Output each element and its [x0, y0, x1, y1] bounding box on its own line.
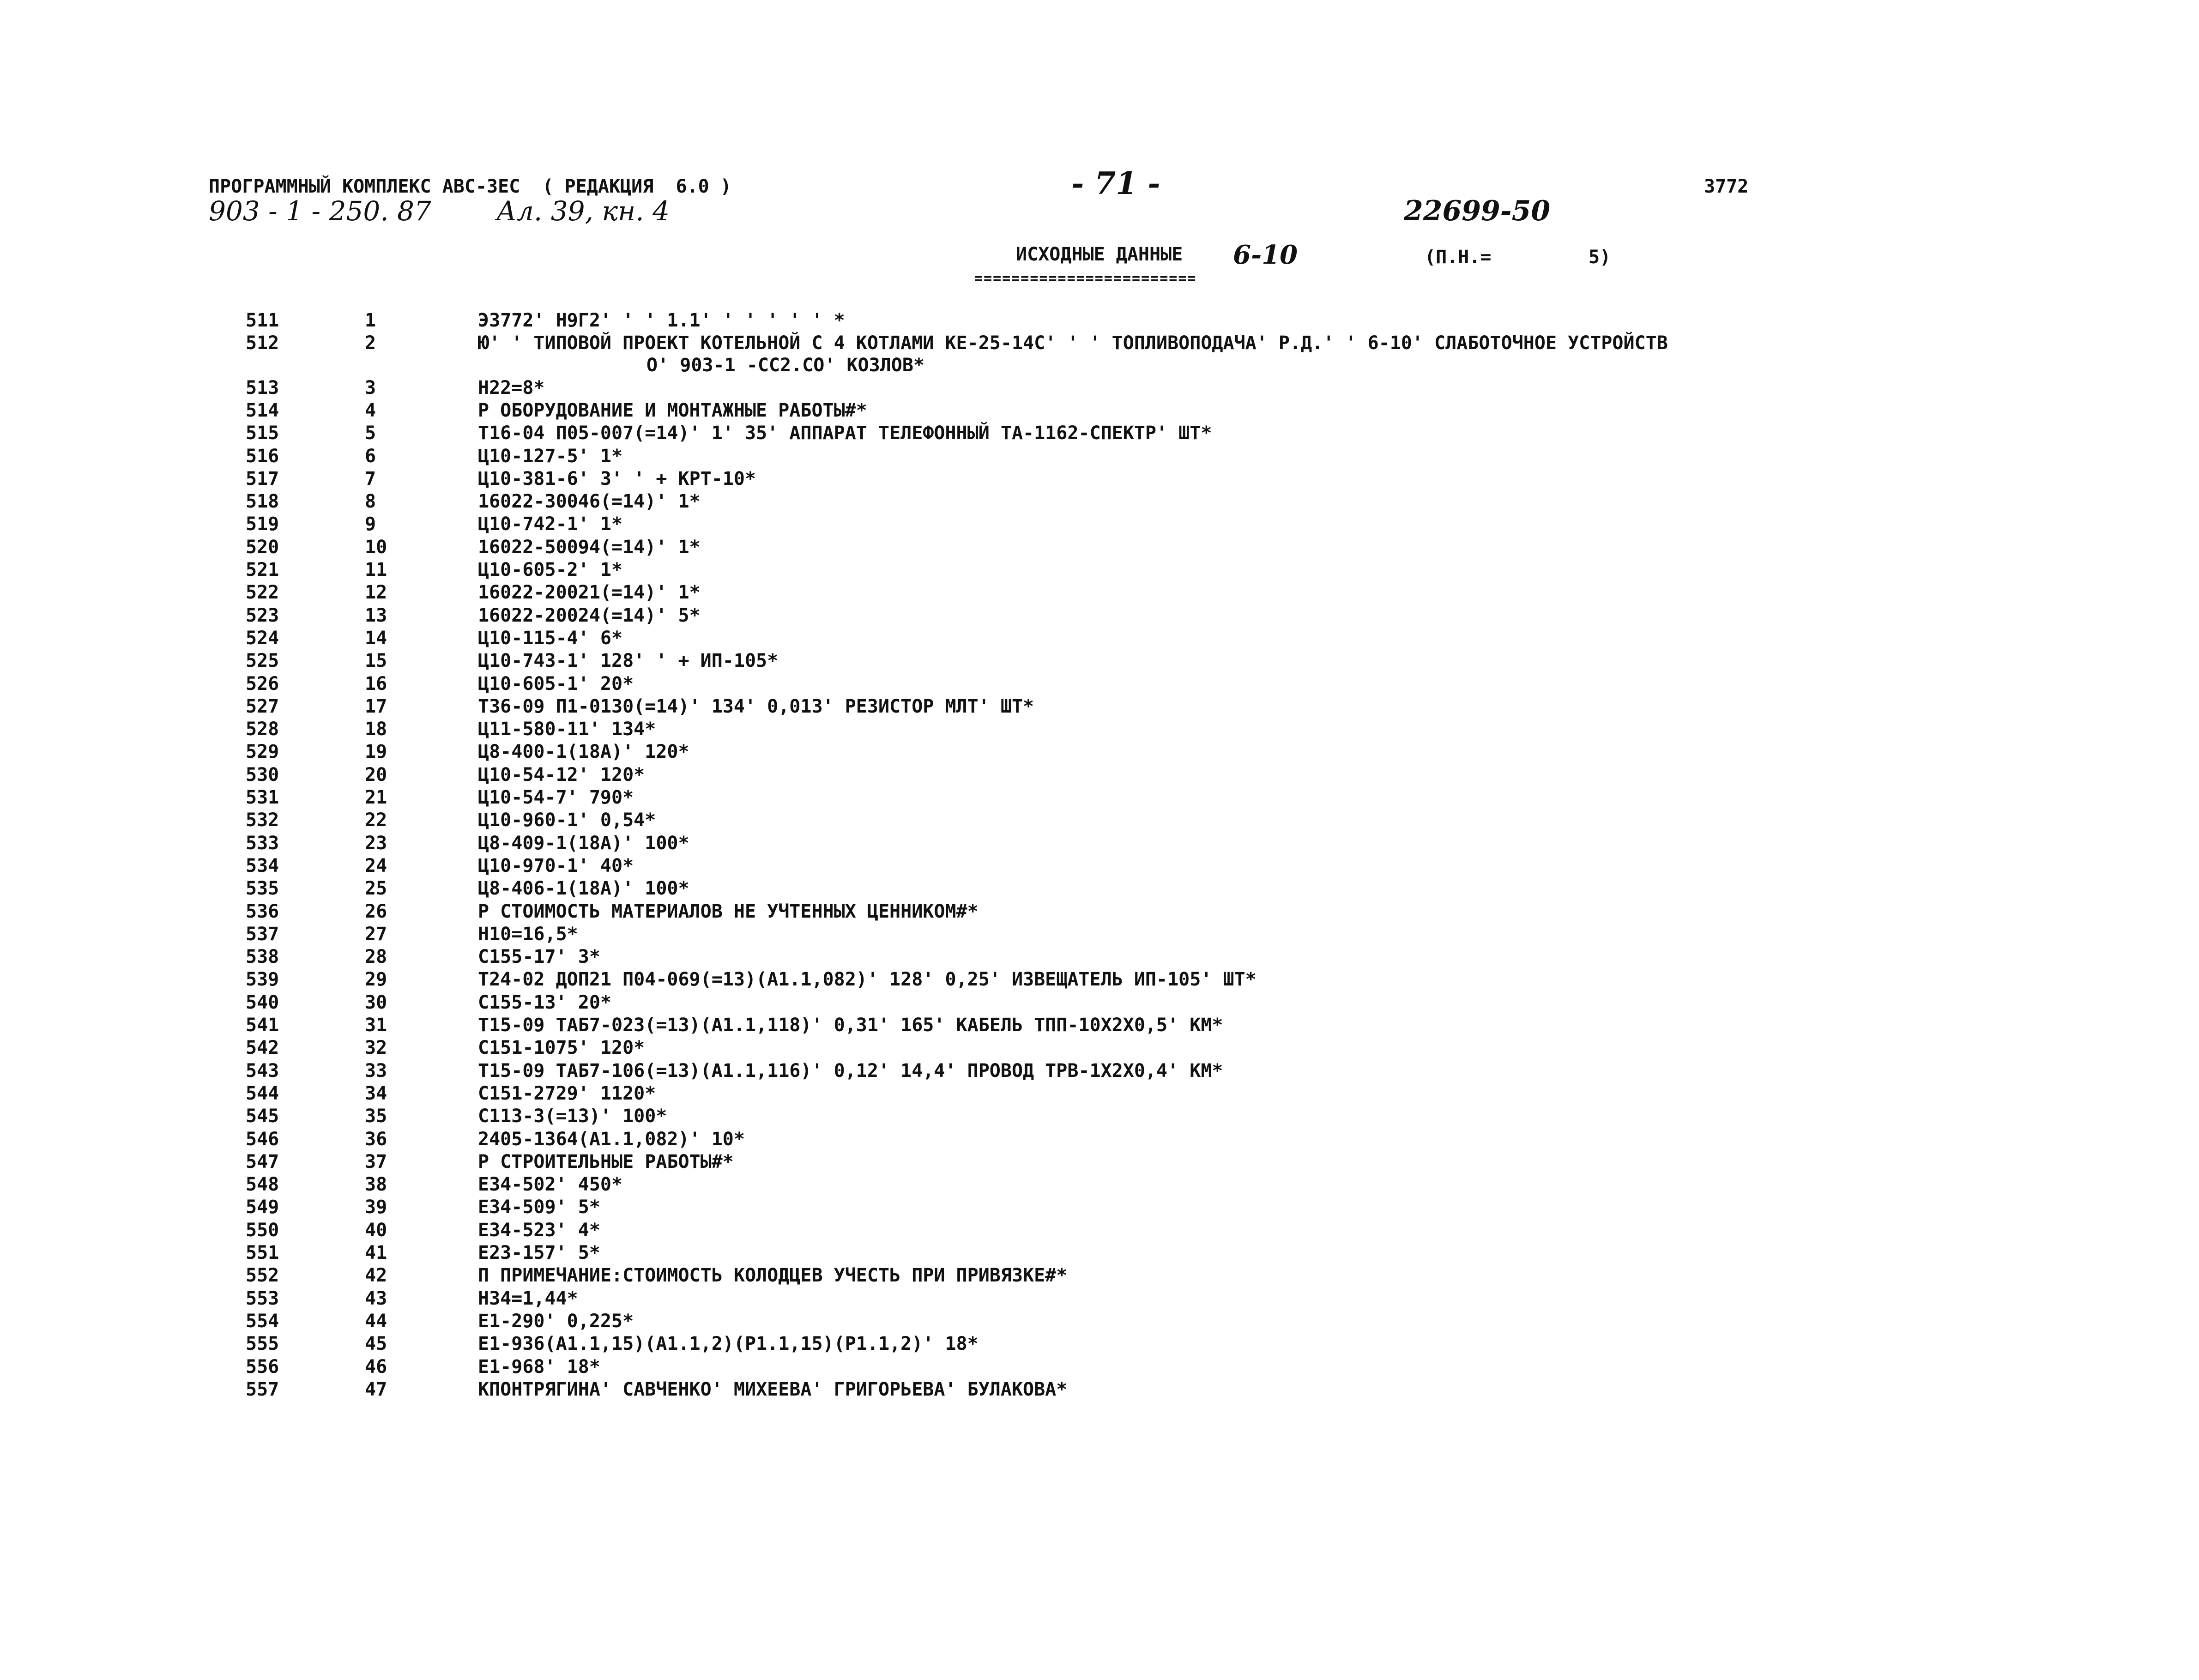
listing-row — [0, 1128, 2170, 1151]
line-number: 20 — [365, 764, 387, 786]
listing-row — [0, 1242, 2170, 1265]
listing-row — [0, 536, 2170, 559]
record-text: Ц8-409-1(18А)' 100* — [478, 833, 689, 854]
section-title: ИСХОДНЫЕ ДАННЫЕ — [1016, 244, 1183, 265]
line-number: 32 — [365, 1037, 387, 1058]
listing-row — [0, 832, 2170, 855]
record-text: Ц10-54-7' 790* — [478, 787, 634, 808]
record-number: 520 — [246, 537, 279, 558]
record-number: 518 — [246, 491, 279, 512]
listing-row — [0, 513, 2170, 536]
record-text: Ц11-580-11' 134* — [478, 719, 656, 740]
record-text: С151-2729' 1120* — [478, 1083, 656, 1104]
record-text: Э3772' Н9Г2' ' ' 1.1' ' ' ' ' ' * — [478, 310, 845, 331]
listing-row — [0, 855, 2170, 878]
line-number: 12 — [365, 582, 387, 603]
record-number: 512 — [246, 332, 279, 354]
line-number: 34 — [365, 1083, 387, 1104]
line-number: 27 — [365, 924, 387, 945]
listing-row — [0, 923, 2170, 946]
record-number: 526 — [246, 673, 279, 695]
record-number: 556 — [246, 1356, 279, 1378]
line-number: 19 — [365, 741, 387, 762]
record-text: 16022-50094(=14)' 1* — [478, 537, 701, 558]
listing-row — [0, 1173, 2170, 1197]
record-number: 517 — [246, 468, 279, 489]
line-number: 2 — [365, 332, 376, 354]
record-text: Ц10-742-1' 1* — [478, 514, 623, 535]
record-number: 555 — [246, 1333, 279, 1354]
record-text: Ц8-400-1(18А)' 120* — [478, 741, 689, 762]
record-number: 513 — [246, 377, 279, 399]
listing-row — [0, 1219, 2170, 1242]
record-text: С151-1075' 120* — [478, 1037, 645, 1058]
listing-row — [0, 1196, 2170, 1219]
record-number: 547 — [246, 1151, 279, 1172]
record-text: Ц10-127-5' 1* — [478, 446, 623, 467]
record-number: 531 — [246, 787, 279, 808]
record-text: Ц10-54-12' 120* — [478, 764, 645, 786]
record-number: 535 — [246, 878, 279, 899]
record-number: 524 — [246, 628, 279, 649]
listing-row — [0, 1333, 2170, 1356]
record-text: Н22=8* — [478, 377, 545, 399]
line-number: 3 — [365, 377, 376, 399]
line-number: 38 — [365, 1174, 387, 1195]
listing-row — [0, 718, 2170, 741]
record-text: Ц10-605-2' 1* — [478, 559, 623, 580]
record-text: Е1-936(А1.1,15)(А1.1,2)(Р1.1,15)(Р1.1,2)' 18* — [478, 1333, 979, 1354]
record-text: 16022-20021(=14)' 1* — [478, 582, 701, 603]
title-underline: ======================== — [974, 271, 1197, 287]
line-number: 41 — [365, 1242, 387, 1263]
listing-row — [0, 468, 2170, 491]
listing-row — [0, 946, 2170, 969]
listing-row — [0, 695, 2170, 719]
record-number: 527 — [246, 696, 279, 717]
line-number: 15 — [365, 650, 387, 671]
line-number: 8 — [365, 491, 376, 512]
record-number: 516 — [246, 446, 279, 467]
record-text: Е1-968' 18* — [478, 1356, 600, 1378]
listing-row — [0, 559, 2170, 582]
listing-row — [0, 1151, 2170, 1174]
record-number: 528 — [246, 719, 279, 740]
record-text: С155-13' 20* — [478, 992, 611, 1013]
listing-row — [0, 445, 2170, 468]
record-number: 530 — [246, 764, 279, 786]
listing-row — [0, 399, 2170, 423]
line-number: 40 — [365, 1220, 387, 1241]
listing-row — [0, 309, 2170, 332]
record-number: 540 — [246, 992, 279, 1013]
listing-row — [0, 332, 2170, 376]
record-number: 550 — [246, 1220, 279, 1241]
record-text: Т15-09 ТАБ7-023(=13)(А1.1,118)' 0,31' 165' КАБЕЛЬ ТПП-10Х2Х0,5' КМ* — [478, 1015, 1223, 1036]
listing-row — [0, 581, 2170, 604]
line-number: 35 — [365, 1106, 387, 1127]
line-number: 18 — [365, 719, 387, 740]
record-text: Т16-04 П05-007(=14)' 1' 35' АППАРАТ ТЕЛЕФОННЫЙ ТА-1162-СПЕКТР' ШТ* — [478, 423, 1212, 444]
line-number: 13 — [365, 605, 387, 626]
line-number: 36 — [365, 1129, 387, 1150]
line-number: 45 — [365, 1333, 387, 1354]
listing-row — [0, 1082, 2170, 1106]
record-text: Р СТОИМОСТЬ МАТЕРИАЛОВ НЕ УЧТЕННЫХ ЦЕННИКОМ#* — [478, 901, 979, 922]
record-number: 529 — [246, 741, 279, 762]
record-number: 541 — [246, 1015, 279, 1036]
registration-number: 22699-50 — [1404, 195, 1551, 227]
record-text: Ц8-406-1(18А)' 100* — [478, 878, 689, 899]
record-number: 515 — [246, 423, 279, 444]
record-number: 539 — [246, 969, 279, 990]
listing-row — [0, 1264, 2170, 1287]
record-text: Ц10-381-6' 3' ' + КРТ-10* — [478, 468, 756, 489]
listing-row — [0, 741, 2170, 764]
record-number: 537 — [246, 924, 279, 945]
listing-row — [0, 490, 2170, 514]
listing-row — [0, 1378, 2170, 1402]
record-text: 2405-1364(А1.1,082)' 10* — [478, 1129, 745, 1150]
line-number: 47 — [365, 1379, 387, 1400]
record-text: Е1-290' 0,225* — [478, 1311, 634, 1332]
record-number: 557 — [246, 1379, 279, 1400]
record-text: Ц10-115-4' 6* — [478, 628, 623, 649]
record-text: 16022-30046(=14)' 1* — [478, 491, 701, 512]
record-number: 554 — [246, 1311, 279, 1332]
record-number: 514 — [246, 400, 279, 421]
listing-row — [0, 900, 2170, 924]
line-number: 37 — [365, 1151, 387, 1172]
document-number: 903 - 1 - 250. 87 — [209, 195, 431, 227]
pn-label: (П.Н.= — [1425, 247, 1492, 268]
record-text: Е34-523' 4* — [478, 1220, 600, 1241]
listing-row — [0, 764, 2170, 787]
record-number: 553 — [246, 1288, 279, 1309]
line-number: 14 — [365, 628, 387, 649]
record-number: 549 — [246, 1197, 279, 1218]
record-number: 519 — [246, 514, 279, 535]
line-number: 5 — [365, 423, 376, 444]
listing-row — [0, 968, 2170, 991]
line-number: 22 — [365, 810, 387, 831]
listing-row — [0, 991, 2170, 1015]
record-number: 522 — [246, 582, 279, 603]
record-number: 532 — [246, 810, 279, 831]
record-number: 534 — [246, 855, 279, 876]
section-title-extension: 6-10 — [1233, 240, 1298, 270]
sheet-reference: Ал. 39, кн. 4 — [496, 195, 670, 227]
listing-row — [0, 673, 2170, 696]
line-number: 21 — [365, 787, 387, 808]
record-text: КПОНТРЯГИНА' САВЧЕНКО' МИХЕЕВА' ГРИГОРЬЕВА' БУЛАКОВА* — [478, 1379, 1068, 1400]
record-number: 511 — [246, 310, 279, 331]
record-number: 551 — [246, 1242, 279, 1263]
record-text: Ц10-960-1' 0,54* — [478, 810, 656, 831]
listing-row — [0, 1287, 2170, 1311]
line-number: 11 — [365, 559, 387, 580]
listing-row — [0, 786, 2170, 810]
line-number: 7 — [365, 468, 376, 489]
line-number: 17 — [365, 696, 387, 717]
line-number: 16 — [365, 673, 387, 695]
line-number: 39 — [365, 1197, 387, 1218]
listing-row — [0, 377, 2170, 400]
record-number: 533 — [246, 833, 279, 854]
record-number: 544 — [246, 1083, 279, 1104]
page-number: - 71 - — [1071, 165, 1160, 201]
record-text: П ПРИМЕЧАНИЕ:СТОИМОСТЬ КОЛОДЦЕВ УЧЕСТЬ ПРИ ПРИВЯЗКЕ#* — [478, 1265, 1068, 1286]
listing-row — [0, 1356, 2170, 1379]
record-text: Т24-02 ДОП21 П04-069(=13)(А1.1,082)' 128' 0,25' ИЗВЕЩАТЕЛЬ ИП-105' ШТ* — [478, 969, 1257, 990]
line-number: 9 — [365, 514, 376, 535]
listing-row — [0, 1014, 2170, 1037]
record-number: 552 — [246, 1265, 279, 1286]
line-number: 10 — [365, 537, 387, 558]
listing-row — [0, 1037, 2170, 1060]
line-number: 4 — [365, 400, 376, 421]
program-header: ПРОГРАММНЫЙ КОМПЛЕКС АВС-3ЕС ( РЕДАКЦИЯ 6.0 ) — [209, 176, 731, 197]
record-text: Т36-09 П1-0130(=14)' 134' 0,013' РЕЗИСТОР МЛТ' ШТ* — [478, 696, 1034, 717]
record-text: Н10=16,5* — [478, 924, 578, 945]
record-number: 525 — [246, 650, 279, 671]
record-text: Р ОБОРУДОВАНИЕ И МОНТАЖНЫЕ РАБОТЫ#* — [478, 400, 867, 421]
line-number: 28 — [365, 946, 387, 967]
line-number: 44 — [365, 1311, 387, 1332]
record-number: 521 — [246, 559, 279, 580]
listing-row — [0, 1310, 2170, 1333]
record-text: Е34-502' 450* — [478, 1174, 623, 1195]
listing-row — [0, 650, 2170, 673]
record-number: 523 — [246, 605, 279, 626]
record-number: 536 — [246, 901, 279, 922]
record-text: Р СТРОИТЕЛЬНЫЕ РАБОТЫ#* — [478, 1151, 734, 1172]
line-number: 23 — [365, 833, 387, 854]
listing-row — [0, 1060, 2170, 1083]
line-number: 1 — [365, 310, 376, 331]
record-text: Т15-09 ТАБ7-106(=13)(А1.1,116)' 0,12' 14,4' ПРОВОД ТРВ-1Х2Х0,4' КМ* — [478, 1060, 1223, 1082]
record-text: Ц10-743-1' 128' ' + ИП-105* — [478, 650, 779, 671]
record-number: 546 — [246, 1129, 279, 1150]
record-text: Е23-157' 5* — [478, 1242, 600, 1263]
line-number: 25 — [365, 878, 387, 899]
listing-row — [0, 809, 2170, 832]
line-number: 26 — [365, 901, 387, 922]
record-text: Е34-509' 5* — [478, 1197, 600, 1218]
record-text: Ц10-970-1' 40* — [478, 855, 634, 876]
record-number: 545 — [246, 1106, 279, 1127]
line-number: 30 — [365, 992, 387, 1013]
listing-row — [0, 627, 2170, 650]
line-number: 43 — [365, 1288, 387, 1309]
line-number: 46 — [365, 1356, 387, 1378]
record-text: 16022-20024(=14)' 5* — [478, 605, 701, 626]
line-number: 33 — [365, 1060, 387, 1082]
record-number: 538 — [246, 946, 279, 967]
record-text-continuation: О' 903-1 -СС2.СО' КОЗЛОВ* — [646, 355, 925, 376]
listing-row — [0, 877, 2170, 900]
listing-row — [0, 1105, 2170, 1128]
line-number: 24 — [365, 855, 387, 876]
line-number: 29 — [365, 969, 387, 990]
record-text: С155-17' 3* — [478, 946, 600, 967]
line-number: 6 — [365, 446, 376, 467]
record-number: 542 — [246, 1037, 279, 1058]
record-text: С113-3(=13)' 100* — [478, 1106, 667, 1127]
record-number: 548 — [246, 1174, 279, 1195]
line-number: 31 — [365, 1015, 387, 1036]
record-text: Н34=1,44* — [478, 1288, 578, 1309]
pn-value: 5) — [1589, 247, 1611, 268]
record-number: 543 — [246, 1060, 279, 1082]
record-text: Ю' ' ТИПОВОЙ ПРОЕКТ КОТЕЛЬНОЙ С 4 КОТЛАМИ КЕ-25-14С' ' ' ТОПЛИВОПОДАЧА' Р.Д.' ' 6-10' СЛАБОТОЧНОЕ УСТРОЙСТВ — [478, 332, 1668, 354]
document-code: 3772 — [1704, 176, 1749, 197]
listing-row — [0, 604, 2170, 628]
listing-row — [0, 422, 2170, 445]
line-number: 42 — [365, 1265, 387, 1286]
record-text: Ц10-605-1' 20* — [478, 673, 634, 695]
